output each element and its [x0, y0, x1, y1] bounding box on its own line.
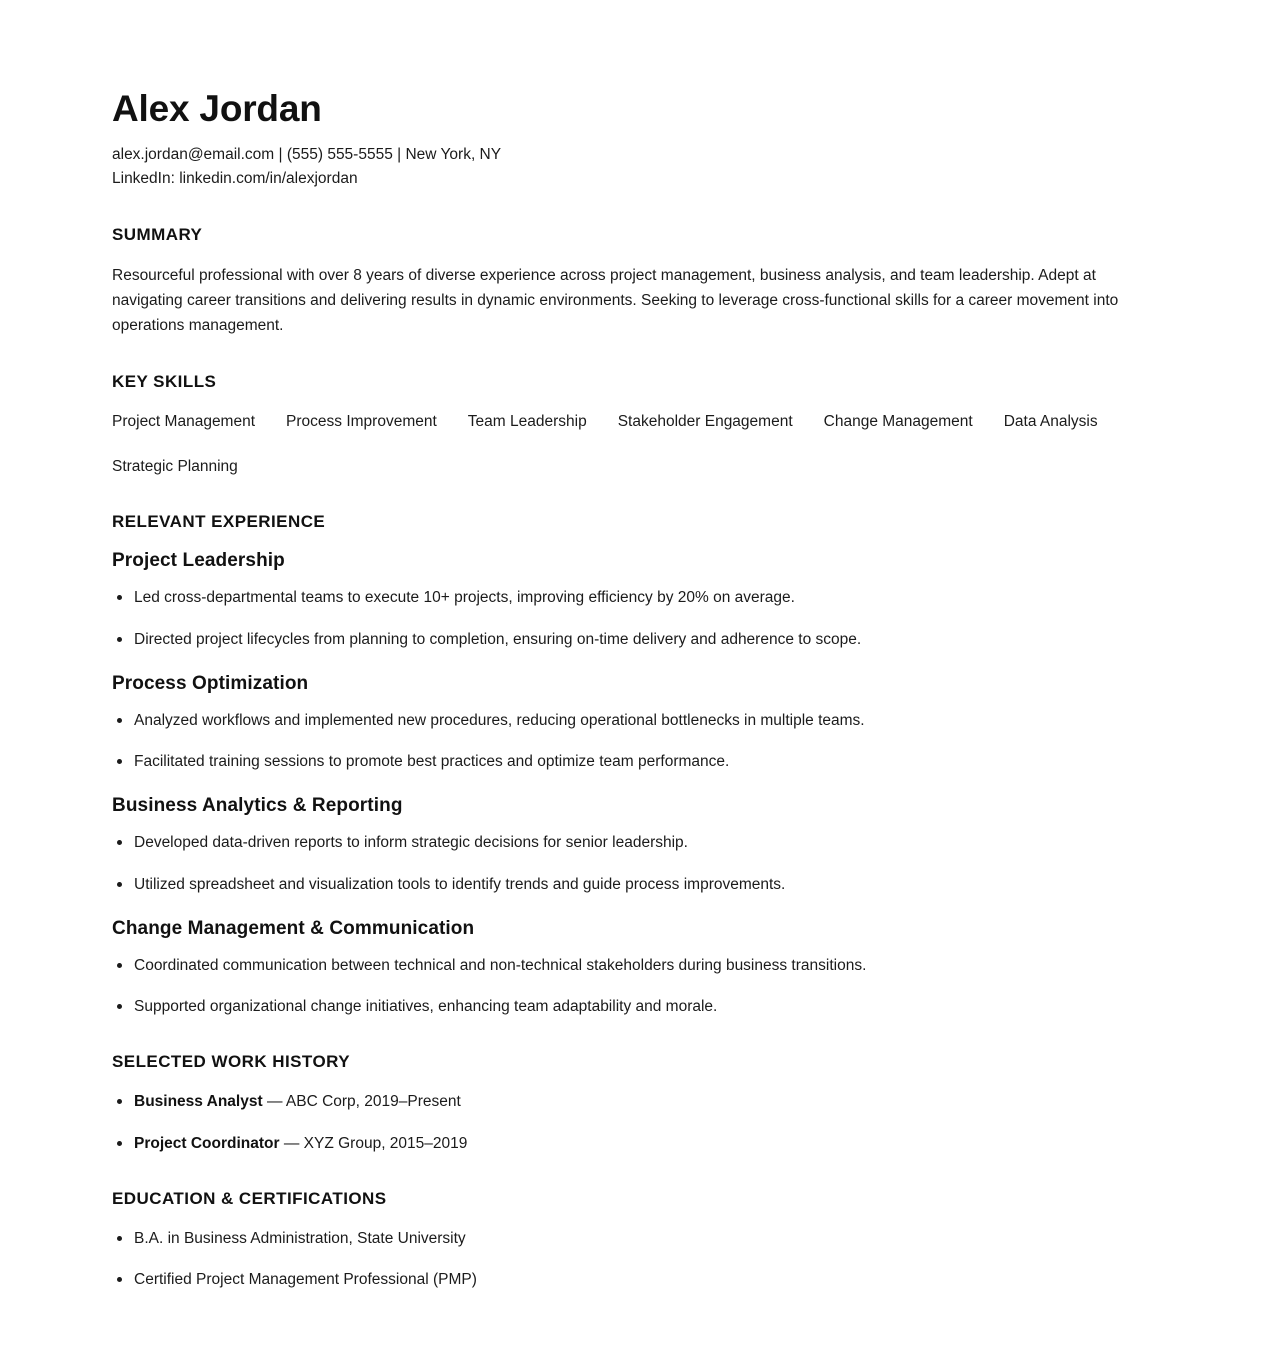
contact-line: alex.jordan@email.com | (555) 555-5555 | New York, NY	[112, 146, 502, 164]
skill-item: Change Management	[823, 412, 973, 430]
work-history-item	[112, 1090, 1152, 1113]
candidate-name: Alex Jordan	[112, 88, 322, 129]
skill-item: Data Analysis	[1003, 412, 1098, 430]
experience-group-title: Change Management & Communication	[112, 917, 475, 939]
experience-bullet-list	[112, 831, 1152, 896]
work-history-heading: SELECTED WORK HISTORY	[112, 1052, 351, 1072]
summary-text: Resourceful professional with over 8 years of diverse experience across project management, business analysis, and team leadership. Adept at navigating career transitions and delivering results in dynamic environments. Seeking to leverage cross-functional skills for a career movement into operations management.	[112, 266, 1119, 334]
experience-group-title: Project Leadership	[112, 550, 285, 572]
work-history-role: Business Analyst	[134, 1093, 263, 1111]
work-history-detail: — XYZ Group, 2015–2019	[279, 1134, 468, 1152]
experience-bullet: Utilized spreadsheet and visualization tools to identify trends and guide process improvements.	[112, 873, 1152, 896]
experience-bullet: Facilitated training sessions to promote best practices and optimize team performance.	[112, 750, 1152, 773]
experience-heading: RELEVANT EXPERIENCE	[112, 512, 326, 532]
experience-bullet-list	[112, 709, 1152, 774]
education-list	[112, 1227, 1152, 1292]
experience-group	[112, 795, 1152, 896]
resume-header	[112, 88, 1152, 191]
resume-content	[112, 88, 1152, 1291]
experience-bullet: Developed data-driven reports to inform strategic decisions for senior leadership.	[112, 831, 1152, 854]
experience-group	[112, 550, 1152, 651]
summary-section	[112, 225, 1152, 338]
skills-section	[112, 372, 1152, 479]
skill-item: Stakeholder Engagement	[617, 412, 793, 430]
linkedin-line: LinkedIn: linkedin.com/in/alexjordan	[112, 169, 358, 187]
skills-list	[112, 410, 1132, 479]
skill-item: Project Management	[112, 412, 256, 430]
experience-bullet-list	[112, 954, 1152, 1019]
work-history-role: Project Coordinator	[134, 1134, 280, 1152]
experience-group-title: Process Optimization	[112, 672, 309, 694]
work-history-section	[112, 1052, 1152, 1155]
work-history-detail: — ABC Corp, 2019–Present	[262, 1093, 461, 1111]
skill-item: Process Improvement	[286, 412, 437, 430]
experience-bullet: Led cross-departmental teams to execute 10+ projects, improving efficiency by 20% on average.	[112, 586, 1152, 609]
summary-heading: SUMMARY	[112, 224, 203, 244]
experience-bullet-list	[112, 586, 1152, 651]
experience-bullet: Directed project lifecycles from planning to completion, ensuring on-time delivery and adherence to scope.	[112, 628, 1152, 651]
experience-group	[112, 918, 1152, 1019]
skill-item: Team Leadership	[467, 412, 587, 430]
skills-heading: KEY SKILLS	[112, 371, 217, 391]
education-item: B.A. in Business Administration, State University	[112, 1227, 1152, 1250]
education-section	[112, 1189, 1152, 1292]
experience-section	[112, 512, 1152, 1018]
experience-bullet: Analyzed workflows and implemented new procedures, reducing operational bottlenecks in multiple teams.	[112, 709, 1152, 732]
skill-item: Strategic Planning	[112, 458, 238, 476]
experience-group-title: Business Analytics & Reporting	[112, 795, 403, 817]
work-history-item	[112, 1132, 1152, 1155]
experience-bullet: Coordinated communication between technical and non-technical stakeholders during business transitions.	[112, 954, 1152, 977]
education-heading: EDUCATION & CERTIFICATIONS	[112, 1188, 387, 1208]
experience-groups	[112, 550, 1152, 1018]
education-item: Certified Project Management Professional (PMP)	[112, 1268, 1152, 1291]
experience-bullet: Supported organizational change initiatives, enhancing team adaptability and morale.	[112, 995, 1152, 1018]
experience-group	[112, 673, 1152, 774]
work-history-list	[112, 1090, 1152, 1155]
